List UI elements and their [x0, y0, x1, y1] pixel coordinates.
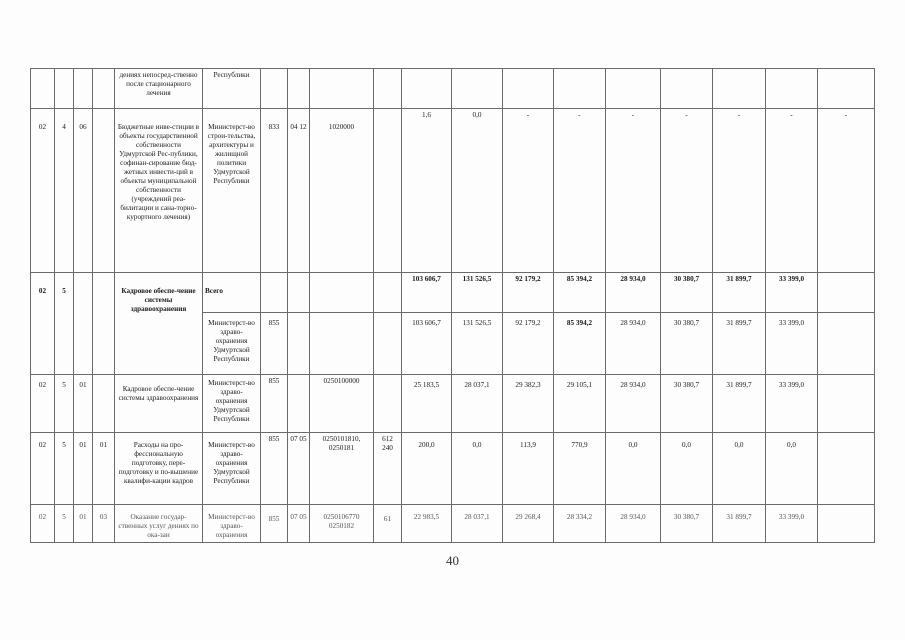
value-cell — [452, 69, 503, 109]
value-cell: 28 934,0 — [606, 375, 661, 433]
grbs-code: 855 — [261, 505, 288, 543]
value-cell: 31 899,7 — [713, 313, 766, 375]
value-cell: 103 606,7 — [402, 313, 452, 375]
m-code — [93, 375, 115, 433]
value-cell: 28 334,2 — [554, 505, 606, 543]
table-row — [31, 375, 875, 433]
value-cell: 33 399,0 — [766, 505, 818, 543]
grbs-code: 855 — [261, 433, 288, 505]
m-code: 01 — [93, 433, 115, 505]
value-cell: 0,0 — [661, 433, 713, 505]
value-cell: 92 179,2 — [503, 273, 554, 313]
gp-code: 02 — [31, 505, 55, 543]
grbs-code — [261, 273, 288, 313]
vr-code — [374, 273, 402, 313]
pp-code: 4 — [55, 109, 74, 273]
rzpr-code: 04 12 — [288, 109, 310, 273]
m-code — [93, 69, 115, 109]
value-cell — [402, 69, 452, 109]
value-cell: 30 380,7 — [661, 313, 713, 375]
om-code: 01 — [74, 433, 93, 505]
pp-code: 5 — [55, 505, 74, 543]
vr-code — [374, 109, 402, 273]
value-cell: 28 934,0 — [606, 273, 661, 313]
value-cell — [818, 375, 875, 433]
pp-code — [55, 69, 74, 109]
value-cell: 31 899,7 — [713, 375, 766, 433]
gp-code: 02 — [31, 109, 55, 273]
value-cell: 131 526,5 — [452, 313, 503, 375]
om-code — [74, 273, 93, 375]
value-cell: 29 382,3 — [503, 375, 554, 433]
csr-code: 0250106770 0250182 — [310, 505, 374, 543]
budget-table — [30, 68, 875, 543]
rzpr-code — [288, 273, 310, 313]
csr-code: 0250100000 — [310, 375, 374, 433]
pp-code: 5 — [55, 273, 74, 375]
value-cell — [818, 433, 875, 505]
responsible-org: Министерст-во здраво-охранения Удмуртской Республики — [203, 313, 261, 375]
value-cell: 770,9 — [554, 433, 606, 505]
value-cell: 22 983,5 — [402, 505, 452, 543]
responsible-org: Министерст-во здраво-охранения Удмуртской Республики — [203, 375, 261, 433]
rzpr-code: 07 05 — [288, 433, 310, 505]
value-cell: - — [713, 109, 766, 273]
rzpr-code — [288, 313, 310, 375]
rzpr-code: 07 05 — [288, 505, 310, 543]
value-cell: 103 606,7 — [402, 273, 452, 313]
value-cell: 30 380,7 — [661, 505, 713, 543]
item-name: Бюджетные инве-стиции в объекты государственной собственности Удмуртской Рес-публики, софинан-сирование бюд-жетных инвести-ций в объекты муниципальной собственности (учреждений реа-билитации и сана-торно-курортного лечения) — [115, 109, 203, 273]
value-cell: 29 105,1 — [554, 375, 606, 433]
rzpr-code — [288, 69, 310, 109]
value-cell: 200,0 — [402, 433, 452, 505]
value-cell: 0,0 — [452, 109, 503, 273]
value-cell: 30 380,7 — [661, 375, 713, 433]
csr-code — [310, 273, 374, 313]
value-cell — [818, 313, 875, 375]
gp-code: 02 — [31, 375, 55, 433]
value-cell: 28 037,1 — [452, 505, 503, 543]
value-cell — [713, 69, 766, 109]
om-code: 01 — [74, 505, 93, 543]
responsible-org: Министерст-во здраво-охранения Удмуртской Республики — [203, 433, 261, 505]
table-row — [31, 69, 875, 109]
gp-code: 02 — [31, 273, 55, 375]
value-cell: 29 268,4 — [503, 505, 554, 543]
m-code — [93, 109, 115, 273]
value-cell — [818, 69, 875, 109]
value-cell — [661, 69, 713, 109]
grbs-code: 855 — [261, 313, 288, 375]
value-cell — [554, 69, 606, 109]
responsible-org: Министерст-во строи-тельства, архитектуры и жилищной политики Удмуртской Республики — [203, 109, 261, 273]
vr-code — [374, 313, 402, 375]
table-row — [31, 505, 875, 543]
item-name: Кадровое обеспе-чение системы здравоохранения — [115, 375, 203, 433]
om-code: 01 — [74, 375, 93, 433]
m-code — [93, 273, 115, 375]
vr-code: 612 240 — [374, 433, 402, 505]
csr-code — [310, 313, 374, 375]
item-name: Оказание государ-ственных услуг дениях по ока-зан — [115, 505, 203, 543]
gp-code: 02 — [31, 433, 55, 505]
grbs-code — [261, 69, 288, 109]
table-row — [31, 273, 875, 313]
om-code — [74, 69, 93, 109]
value-cell: - — [766, 109, 818, 273]
responsible-org: Всего — [203, 273, 261, 313]
grbs-code: 833 — [261, 109, 288, 273]
value-cell — [503, 69, 554, 109]
gp-code — [31, 69, 55, 109]
value-cell: 33 399,0 — [766, 375, 818, 433]
pp-code: 5 — [55, 433, 74, 505]
value-cell: - — [554, 109, 606, 273]
table-row — [31, 109, 875, 273]
csr-code: 1020000 — [310, 109, 374, 273]
value-cell: 33 399,0 — [766, 313, 818, 375]
value-cell: 0,0 — [766, 433, 818, 505]
responsible-org: Республики — [203, 69, 261, 109]
csr-code: 0250101810, 0250181 — [310, 433, 374, 505]
page-number: 40 — [446, 553, 459, 568]
value-cell — [818, 273, 875, 313]
value-cell: - — [818, 109, 875, 273]
value-cell: - — [661, 109, 713, 273]
value-cell: 30 380,7 — [661, 273, 713, 313]
item-name: Расходы на про-фессиональную подготовку, пере-подготовку и по-вышение квалифи-кации кадров — [115, 433, 203, 505]
value-cell: 25 183,5 — [402, 375, 452, 433]
value-cell — [766, 69, 818, 109]
value-cell: 33 399,0 — [766, 273, 818, 313]
vr-code — [374, 69, 402, 109]
value-cell: 0,0 — [713, 433, 766, 505]
item-name: Кадровое обеспе-чение системы здравоохранения — [115, 273, 203, 375]
responsible-org: Министерст-во здраво-охранения — [203, 505, 261, 543]
value-cell — [606, 69, 661, 109]
m-code: 03 — [93, 505, 115, 543]
value-cell: 92 179,2 — [503, 313, 554, 375]
value-cell: 28 934,0 — [606, 313, 661, 375]
value-cell: 0,0 — [606, 433, 661, 505]
value-cell: 31 899,7 — [713, 505, 766, 543]
value-cell: - — [606, 109, 661, 273]
om-code: 06 — [74, 109, 93, 273]
vr-code: 61 — [374, 505, 402, 543]
rzpr-code — [288, 375, 310, 433]
value-cell: 113,9 — [503, 433, 554, 505]
value-cell: 85 394,2 — [554, 313, 606, 375]
item-name: дениях непосред-ственно после стационарного лечения — [115, 69, 203, 109]
value-cell: - — [503, 109, 554, 273]
vr-code — [374, 375, 402, 433]
value-cell: 0,0 — [452, 433, 503, 505]
table-row — [31, 433, 875, 505]
value-cell: 31 899,7 — [713, 273, 766, 313]
value-cell: 85 394,2 — [554, 273, 606, 313]
value-cell: 131 526,5 — [452, 273, 503, 313]
csr-code — [310, 69, 374, 109]
value-cell — [818, 505, 875, 543]
value-cell: 28 037,1 — [452, 375, 503, 433]
pp-code: 5 — [55, 375, 74, 433]
grbs-code: 855 — [261, 375, 288, 433]
value-cell: 1,6 — [402, 109, 452, 273]
value-cell: 28 934,0 — [606, 505, 661, 543]
